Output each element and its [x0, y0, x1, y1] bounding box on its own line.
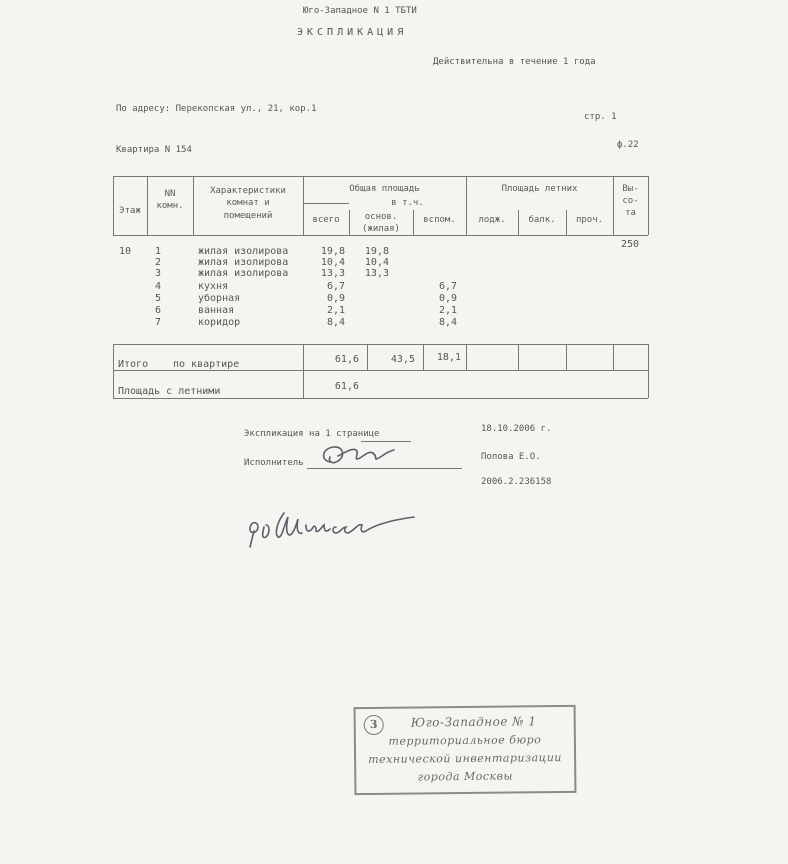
- room-total: 10,4: [320, 257, 345, 268]
- stamp-line-3: технической инвентаризации: [368, 750, 563, 767]
- room-name: жилая изолирова: [198, 246, 289, 257]
- stamp-line-2: территориальное бюро: [388, 733, 542, 748]
- header-incl: в т.ч.: [349, 198, 466, 209]
- office-stamp: [354, 705, 577, 795]
- room-no: 6: [155, 305, 162, 316]
- apartment-number: Квартира N 154: [116, 145, 192, 155]
- form-number: ф.22: [617, 140, 639, 150]
- room-total: 8,4: [326, 317, 345, 328]
- header-height-3: та: [625, 208, 636, 218]
- room-total: 13,3: [320, 268, 345, 279]
- header-aux: вспом.: [423, 215, 456, 225]
- room-total: 0,9: [326, 293, 345, 304]
- room-name: жилая изолирова: [198, 268, 289, 279]
- room-main: 10,4: [364, 257, 389, 268]
- document-title: ЭКСПЛИКАЦИЯ: [297, 27, 408, 38]
- room-aux: 8,4: [438, 317, 457, 328]
- header-floor: Этаж: [119, 206, 141, 216]
- header-room-no-1: NN: [164, 189, 176, 199]
- executor-signature: [316, 442, 396, 472]
- stamp-line-4: города Москвы: [417, 769, 514, 784]
- explication-table: [113, 176, 648, 401]
- header-loggia: лодж.: [478, 215, 506, 225]
- header-height-2: со-: [622, 196, 639, 206]
- room-no: 1: [155, 246, 162, 257]
- totals-label-apartment: по квартире: [173, 359, 240, 370]
- room-total: 2,1: [326, 305, 345, 316]
- room-name: коридор: [198, 317, 241, 328]
- header-characteristics-3: помещений: [223, 211, 273, 221]
- room-no: 3: [155, 268, 162, 279]
- address-label: По адресу: Перекопская ул., 21, кор.1: [116, 104, 317, 114]
- height-value: 250: [621, 239, 640, 250]
- stamp-number: 3: [364, 715, 384, 735]
- pages-count-label: Экспликация на 1 странице: [244, 429, 380, 439]
- room-name: ванная: [198, 305, 235, 316]
- room-main: 19,8: [364, 246, 389, 257]
- totals-aux: 18,1: [436, 352, 461, 363]
- executor-label: Исполнитель: [244, 458, 304, 468]
- room-aux: 6,7: [438, 281, 457, 292]
- stamp-line-1: Юго-Западное № 1: [410, 714, 537, 730]
- header-summer-area: Площадь летних: [501, 184, 578, 194]
- header-balcony: балк.: [528, 215, 556, 225]
- room-no: 2: [155, 257, 162, 268]
- summer-label: Площадь с летними: [118, 386, 221, 397]
- header-total: всего: [312, 215, 340, 225]
- room-total: 6,7: [326, 281, 345, 292]
- totals-main: 43,5: [390, 354, 415, 365]
- room-no: 5: [155, 293, 162, 304]
- room-total: 19,8: [320, 246, 345, 257]
- totals-label: Итого: [118, 359, 149, 370]
- room-aux: 0,9: [438, 293, 457, 304]
- header-main-sub: (жилая): [362, 224, 400, 234]
- room-no: 7: [155, 317, 162, 328]
- organization-name: Юго-Западное N 1 ТБТИ: [303, 6, 417, 16]
- header-other: проч.: [575, 215, 604, 225]
- room-name: жилая изолирова: [198, 257, 289, 268]
- summer-total: 61,6: [334, 381, 359, 392]
- handwritten-signature: [244, 503, 434, 551]
- room-aux: 2,1: [438, 305, 457, 316]
- document-number: 2006.2.236158: [481, 477, 552, 487]
- room-no: 4: [155, 281, 162, 292]
- totals-total: 61,6: [334, 354, 359, 365]
- page-number: стр. 1: [584, 112, 617, 122]
- header-height-1: Вы-: [622, 184, 639, 194]
- executor-name: Попова Е.О.: [481, 452, 541, 462]
- header-characteristics-2: комнат и: [226, 198, 270, 208]
- header-room-no-2: комн.: [156, 201, 184, 211]
- header-characteristics-1: Характеристики: [210, 186, 286, 196]
- room-main: 13,3: [364, 268, 389, 279]
- floor-value: 10: [119, 246, 132, 257]
- room-name: уборная: [198, 293, 241, 304]
- header-total-area: Общая площадь: [349, 184, 420, 194]
- validity-note: Действительна в течение 1 года: [433, 57, 596, 67]
- room-name: кухня: [198, 281, 229, 292]
- issue-date: 18.10.2006 г.: [481, 424, 552, 434]
- header-main: основ.: [364, 212, 398, 222]
